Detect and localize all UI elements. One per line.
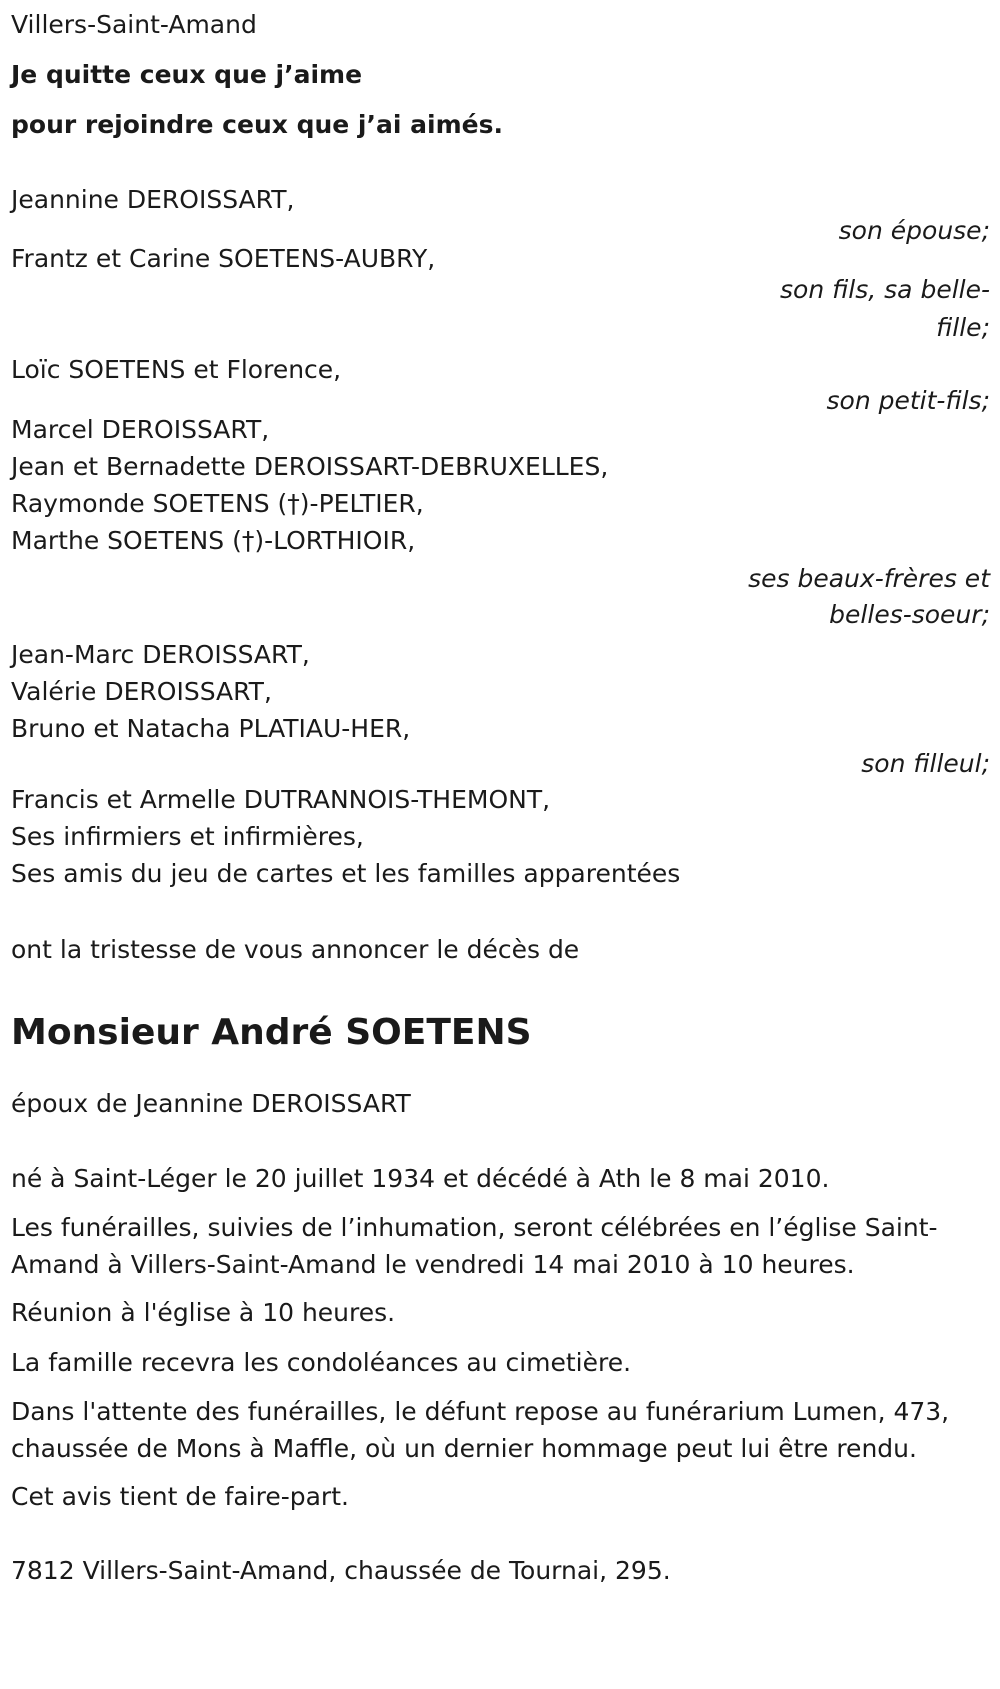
meeting-info: Réunion à l'église à 10 heures.: [11, 1298, 396, 1327]
spouse-line: époux de Jeannine DEROISSART: [11, 1089, 411, 1118]
family-role: son fils, sa belle-: [780, 275, 990, 304]
family-name: Marcel DEROISSART,: [11, 415, 270, 444]
family-name: Valérie DEROISSART,: [11, 677, 272, 706]
family-name: Jean-Marc DEROISSART,: [11, 640, 310, 669]
family-name: Jean et Bernadette DEROISSART-DEBRUXELLES,: [11, 452, 609, 481]
family-group-in-laws: [11, 411, 990, 635]
family-role: ses beaux-frères et: [748, 564, 990, 593]
family-name: Jeannine DEROISSART,: [11, 185, 295, 214]
family-name: Loïc SOETENS et Florence,: [11, 355, 342, 384]
address: 7812 Villers-Saint-Amand, chaussée de Tournai, 295.: [11, 1556, 671, 1585]
family-name: Ses amis du jeu de cartes et les familles apparentées: [11, 859, 681, 888]
family-role: belles-soeur;: [829, 600, 990, 629]
notice-text: Cet avis tient de faire-part.: [11, 1482, 349, 1511]
family-group-godson: [11, 636, 990, 784]
deceased-name: Monsieur André SOETENS: [11, 1012, 532, 1053]
motto-line-1: Je quitte ceux que j’aime: [11, 60, 363, 89]
funeral-info: Les funérailles, suivies de l’inhumation, seront célébrées en l’église Saint-Amand à Villers-Saint-Amand le vendredi 14 mai 2010 à 10 heures.: [11, 1213, 938, 1279]
family-name: Bruno et Natacha PLATIAU-HER,: [11, 714, 411, 743]
funerarium-info: Dans l'attente des funérailles, le défunt repose au funérarium Lumen, 473, chaussée de Mons à Maffle, où un dernier hommage peut lui être rendu.: [11, 1397, 950, 1463]
family-role: son filleul;: [861, 749, 990, 778]
family-role: fille;: [936, 313, 990, 342]
birth-death-line: né à Saint-Léger le 20 juillet 1934 et décédé à Ath le 8 mai 2010.: [11, 1164, 830, 1193]
family-group-others: [11, 781, 990, 892]
locality: Villers-Saint-Amand: [11, 10, 257, 39]
family-name: Marthe SOETENS (†)-LORTHIOIR,: [11, 526, 416, 555]
family-group-son: [11, 239, 990, 348]
motto-line-2: pour rejoindre ceux que j’ai aimés.: [11, 110, 503, 139]
family-role: son épouse;: [838, 216, 990, 245]
family-name: Francis et Armelle DUTRANNOIS-THEMONT,: [11, 785, 551, 814]
family-name: Frantz et Carine SOETENS-AUBRY,: [11, 244, 436, 273]
family-name: Ses infirmiers et infirmières,: [11, 822, 364, 851]
condolences-info: La famille recevra les condoléances au cimetière.: [11, 1348, 632, 1377]
family-name: Raymonde SOETENS (†)-PELTIER,: [11, 489, 424, 518]
announcement-text: ont la tristesse de vous annoncer le décès de: [11, 935, 580, 964]
family-role: son petit-fils;: [826, 386, 990, 415]
